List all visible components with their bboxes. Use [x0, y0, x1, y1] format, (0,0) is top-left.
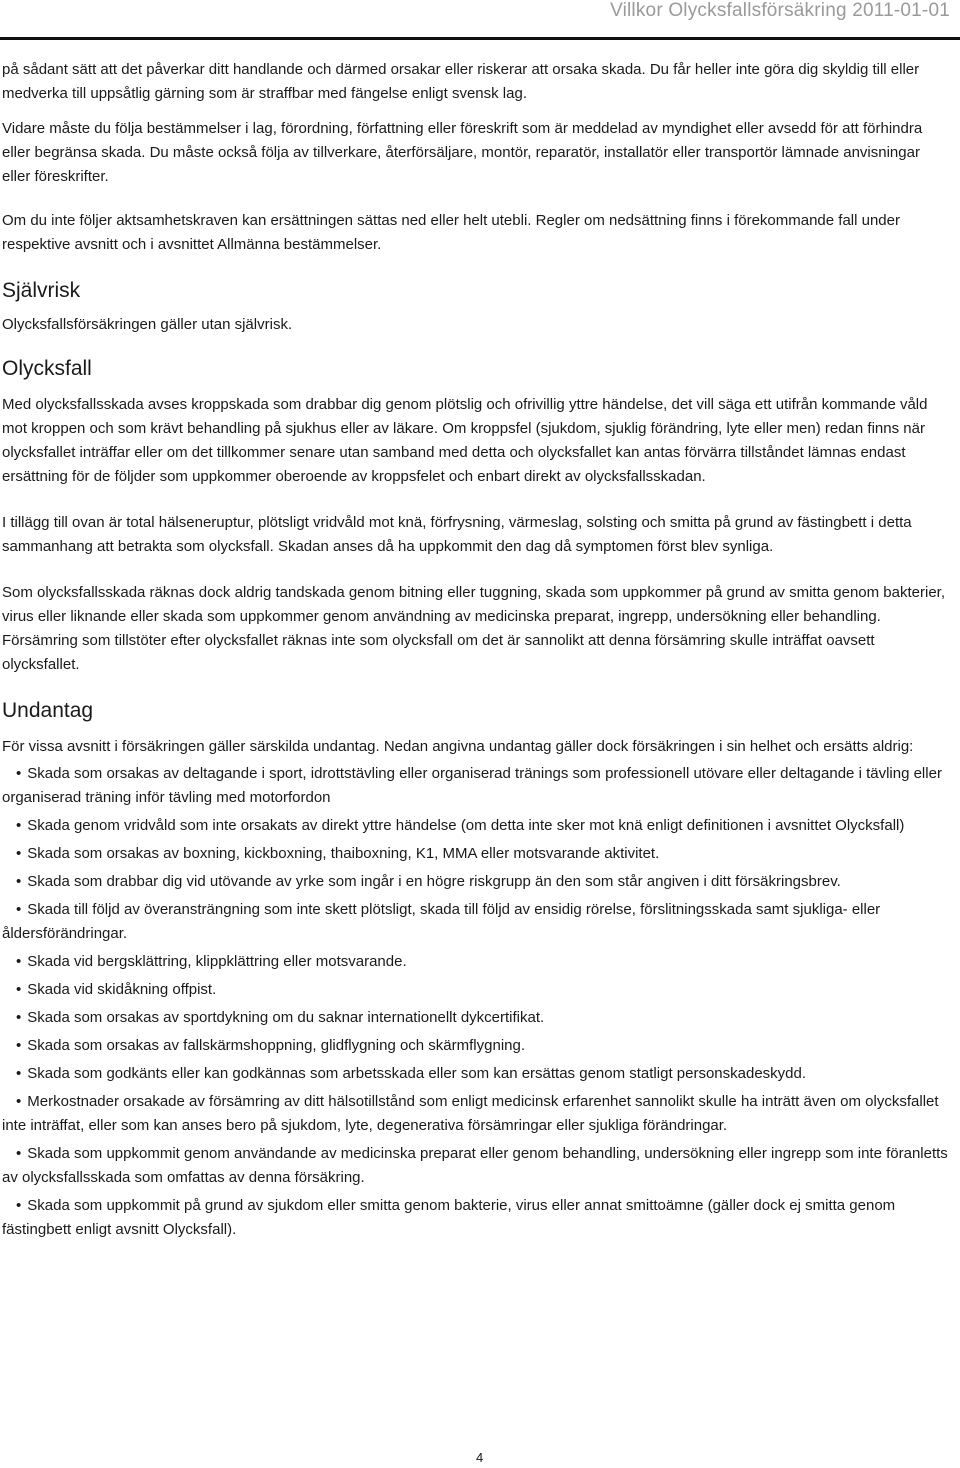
list-item [2, 898, 952, 946]
page-header-title: Villkor Olycksfallsförsäkring 2011-01-01 [610, 0, 950, 21]
list-item-text: Skada genom vridvåld som inte orsakats av direkt yttre händelse (om detta inte sker mot knä enligt definitionen i avsnittet Olycksfall) [27, 817, 905, 834]
list-item [2, 842, 952, 866]
intro-paragraph-1: på sådant sätt att det påverkar ditt handlande och därmed orsakar eller riskerar att orsaka skada. Du får heller inte göra dig skyldig till eller medverka till uppsåtlig gärning som är straffbar med fängelse enligt svensk lag. [2, 61, 920, 102]
list-item-text: Skada som godkänts eller kan godkännas som arbetsskada eller som kan ersättas genom statligt personskadeskydd. [27, 1065, 807, 1082]
list-item-text: Merkostnader orsakade av försämring av ditt hälsotillstånd som enligt medicinsk erfarenhet sannolikt skulle ha inträtt även om olycksfallet inte inträffat, eller som kan anses bero på sjukdom, lyte, degenerativa försämringar eller sjukliga förändringar. [2, 1093, 939, 1134]
intro-paragraph-3: Om du inte följer aktsamhetskraven kan ersättningen sättas ned eller helt utebli. Regler om nedsättning finns i förekommande fall under respektive avsnitt och i avsnittet Allmänna bestämmelser. [2, 212, 900, 253]
list-item [2, 1006, 952, 1030]
exclusions-list [2, 762, 952, 1242]
list-item-text: Skada som orsakas av deltagande i sport, idrottstävling eller organiserad tränings som professionell utövare eller deltagande i tävling eller organiserad träning inför tävling med motorfordon [2, 765, 942, 806]
section-heading-olycksfall: Olycksfall [2, 357, 92, 380]
section-heading-sjalvrisk: Självrisk [2, 279, 81, 302]
sjalvrisk-text: Olycksfallsförsäkringen gäller utan självrisk. [2, 316, 293, 333]
bullet: • [16, 845, 22, 862]
olycksfall-paragraph-2: I tillägg till ovan är total hälseneruptur, plötsligt vridvåld mot knä, förfrysning, värmeslag, solsting och smitta på grund av fästingbett i detta sammanhang att betrakta som olycksfall. Skadan anses då ha uppkommit den dag då symptomen först blev synliga. [2, 514, 912, 555]
list-item [2, 1194, 952, 1242]
bullet: • [16, 1093, 22, 1110]
list-item-text: Skada som orsakas av boxning, kickboxning, thaiboxning, K1, MMA eller motsvarande aktivitet. [27, 845, 660, 862]
olycksfall-paragraph-3: Som olycksfallsskada räknas dock aldrig tandskada genom bitning eller tuggning, skada som uppkommer på grund av smitta genom bakterier, virus eller liknande eller skada som uppkommer genom användning av medicinska preparat, ingrepp, undersökning eller behandling. Försämring som tillstöter efter olycksfallet räknas inte som olycksfall om det är sannolikt att denna försämring skulle inträffat oavsett olycksfallet. [2, 584, 946, 673]
section-heading-undantag: Undantag [2, 699, 94, 722]
bullet: • [16, 1037, 22, 1054]
list-item-text: Skada som orsakas av fallskärmshoppning, glidflygning och skärmflygning. [27, 1037, 526, 1054]
list-item [2, 870, 952, 894]
bullet: • [16, 953, 22, 970]
list-item-text: Skada vid skidåkning offpist. [27, 981, 217, 998]
page-number: 4 [476, 1450, 484, 1465]
olycksfall-paragraph-1: Med olycksfallsskada avses kroppskada som drabbar dig genom plötslig och ofrivillig yttre händelse, det vill säga ett utifrån kommande våld mot kroppen och som krävt behandling på sjukhus eller av läkare. Om kroppsfel (sjukdom, sjuklig förändring, lyte eller men) redan finns när olycksfallet inträffar eller om det tillkommer senare utan samband med detta och olycksfallet kan antas förvärra tillståndet lämnas endast ersättning för de följder som uppkommer oberoende av kroppsfelet och enbart direkt av olycksfallsskadan. [2, 396, 928, 485]
bullet: • [16, 1197, 22, 1214]
list-item-text: Skada som orsakas av sportdykning om du saknar internationellt dykcertifikat. [27, 1009, 545, 1026]
list-item [2, 1090, 952, 1138]
document-body [2, 58, 952, 1246]
list-item [2, 1062, 952, 1086]
bullet: • [16, 1065, 22, 1082]
list-item [2, 1034, 952, 1058]
intro-paragraph-2: Vidare måste du följa bestämmelser i lag, förordning, författning eller föreskrift som är meddelad av myndighet eller avsedd för att förhindra eller begränsa skada. Du måste också följa av tillverkare, återförsäljare, montör, reparatör, installatör eller transportör lämnade anvisningar eller föreskrifter. [2, 120, 923, 185]
undantag-intro: För vissa avsnitt i försäkringen gäller särskilda undantag. Nedan angivna undantag gäller dock försäkringen i sin helhet och ersätts aldrig: [2, 738, 914, 755]
bullet: • [16, 873, 22, 890]
bullet: • [16, 901, 22, 918]
list-item [2, 814, 952, 838]
bullet: • [16, 1145, 22, 1162]
list-item [2, 762, 952, 810]
list-item-text: Skada vid bergsklättring, klippklättring eller motsvarande. [27, 953, 407, 970]
header-rule [0, 37, 960, 40]
list-item-text: Skada som drabbar dig vid utövande av yrke som ingår i en högre riskgrupp än den som står angiven i ditt försäkringsbrev. [27, 873, 841, 890]
bullet: • [16, 817, 22, 834]
list-item-text: Skada som uppkommit genom användande av medicinska preparat eller genom behandling, undersökning eller ingrepp som inte föranletts av olycksfallsskada som omfattas av denna försäkring. [2, 1145, 948, 1186]
bullet: • [16, 1009, 22, 1026]
list-item-text: Skada till följd av överansträngning som inte skett plötsligt, skada till följd av ensidig rörelse, förslitningsskada samt sjukliga- eller åldersförändringar. [2, 901, 881, 942]
list-item [2, 978, 952, 1002]
list-item-text: Skada som uppkommit på grund av sjukdom eller smitta genom bakterie, virus eller annat smittoämne (gäller dock ej smitta genom fästingbett enligt avsnitt Olycksfall). [2, 1197, 896, 1238]
list-item [2, 1142, 952, 1190]
list-item [2, 950, 952, 974]
bullet: • [16, 981, 22, 998]
bullet: • [16, 765, 22, 782]
